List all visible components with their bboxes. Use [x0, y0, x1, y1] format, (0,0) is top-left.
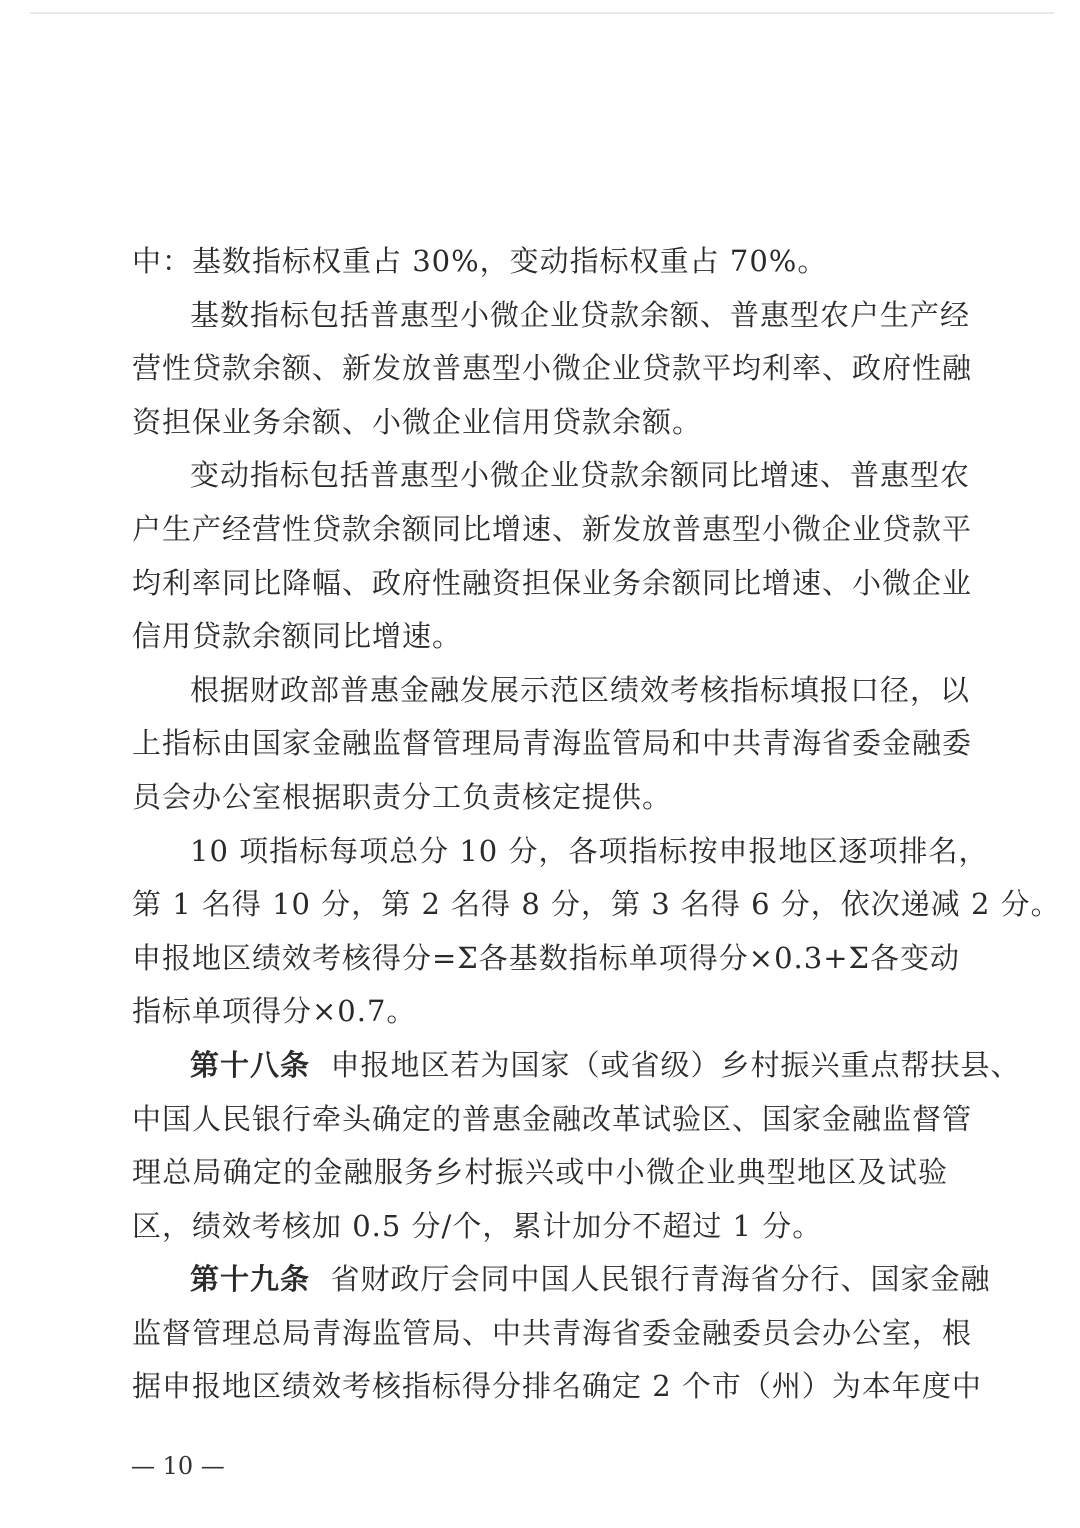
text-line: 变动指标包括普惠型小微企业贷款余额同比增速、普惠型农 — [190, 458, 971, 493]
text-line: 指标单项得分×0.7。 — [132, 994, 417, 1029]
paragraph-scoring — [132, 825, 1061, 1039]
paragraph-weights — [132, 235, 948, 289]
document-body — [132, 235, 1061, 1414]
text-line: 户生产经营性贷款余额同比增速、新发放普惠型小微企业贷款平 — [132, 511, 973, 546]
text-line: 上指标由国家金融监督管理局青海监管局和中共青海省委金融委 — [132, 726, 973, 761]
paragraph-base-indicators — [132, 289, 973, 450]
text-line: 基数指标包括普惠型小微企业贷款余额、普惠型农户生产经 — [190, 297, 971, 332]
text-line: 申报地区绩效考核得分=Σ各基数指标单项得分×0.3+Σ各变动 — [132, 940, 961, 975]
text-line: 据申报地区绩效考核指标得分排名确定 2 个市（州）为本年度中 — [132, 1369, 982, 1404]
article-18 — [132, 1039, 1021, 1253]
paragraph-data-source — [132, 664, 973, 825]
article-text: 省财政厅会同中国人民银行青海省分行、国家金融 — [330, 1262, 991, 1297]
text-line: 中：基数指标权重占 30%，变动指标权重占 70%。 — [132, 244, 828, 278]
text-line: 均利率同比降幅、政府性融资担保业务余额同比增速、小微企业 — [132, 565, 973, 600]
article-heading: 第十九条 — [190, 1262, 311, 1297]
text-line: 第 1 名得 10 分，第 2 名得 8 分，第 3 名得 6 分，依次递减 2 分。 — [132, 887, 1061, 922]
article-heading: 第十八条 — [190, 1047, 311, 1082]
text-line: 员会办公室根据职责分工负责核定提供。 — [132, 779, 673, 814]
text-line: 监督管理总局青海监管局、中共青海省委金融委员会办公室，根 — [132, 1315, 973, 1350]
article-text: 申报地区若为国家（或省级）乡村振兴重点帮扶县、 — [330, 1047, 1021, 1082]
text-line — [132, 1039, 1021, 1093]
text-line: 10 项指标每项总分 10 分，各项指标按申报地区逐项排名， — [190, 833, 989, 868]
article-19 — [132, 1253, 991, 1414]
text-line: 区，绩效考核加 0.5 分/个，累计加分不超过 1 分。 — [132, 1208, 823, 1243]
text-line: 信用贷款余额同比增速。 — [132, 619, 463, 654]
paragraph-change-indicators — [132, 449, 973, 663]
text-line: 根据财政部普惠金融发展示范区绩效考核指标填报口径，以 — [190, 672, 971, 707]
text-line: 营性贷款余额、新发放普惠型小微企业贷款平均利率、政府性融 — [132, 351, 973, 386]
top-divider — [30, 12, 1054, 14]
page-number: — 10 — — [131, 1452, 225, 1480]
text-line: 中国人民银行牵头确定的普惠金融改革试验区、国家金融监督管 — [132, 1101, 973, 1136]
text-line: 理总局确定的金融服务乡村振兴或中小微企业典型地区及试验 — [132, 1155, 948, 1190]
text-line — [132, 1253, 991, 1307]
text-line: 资担保业务余额、小微企业信用贷款余额。 — [132, 404, 703, 439]
